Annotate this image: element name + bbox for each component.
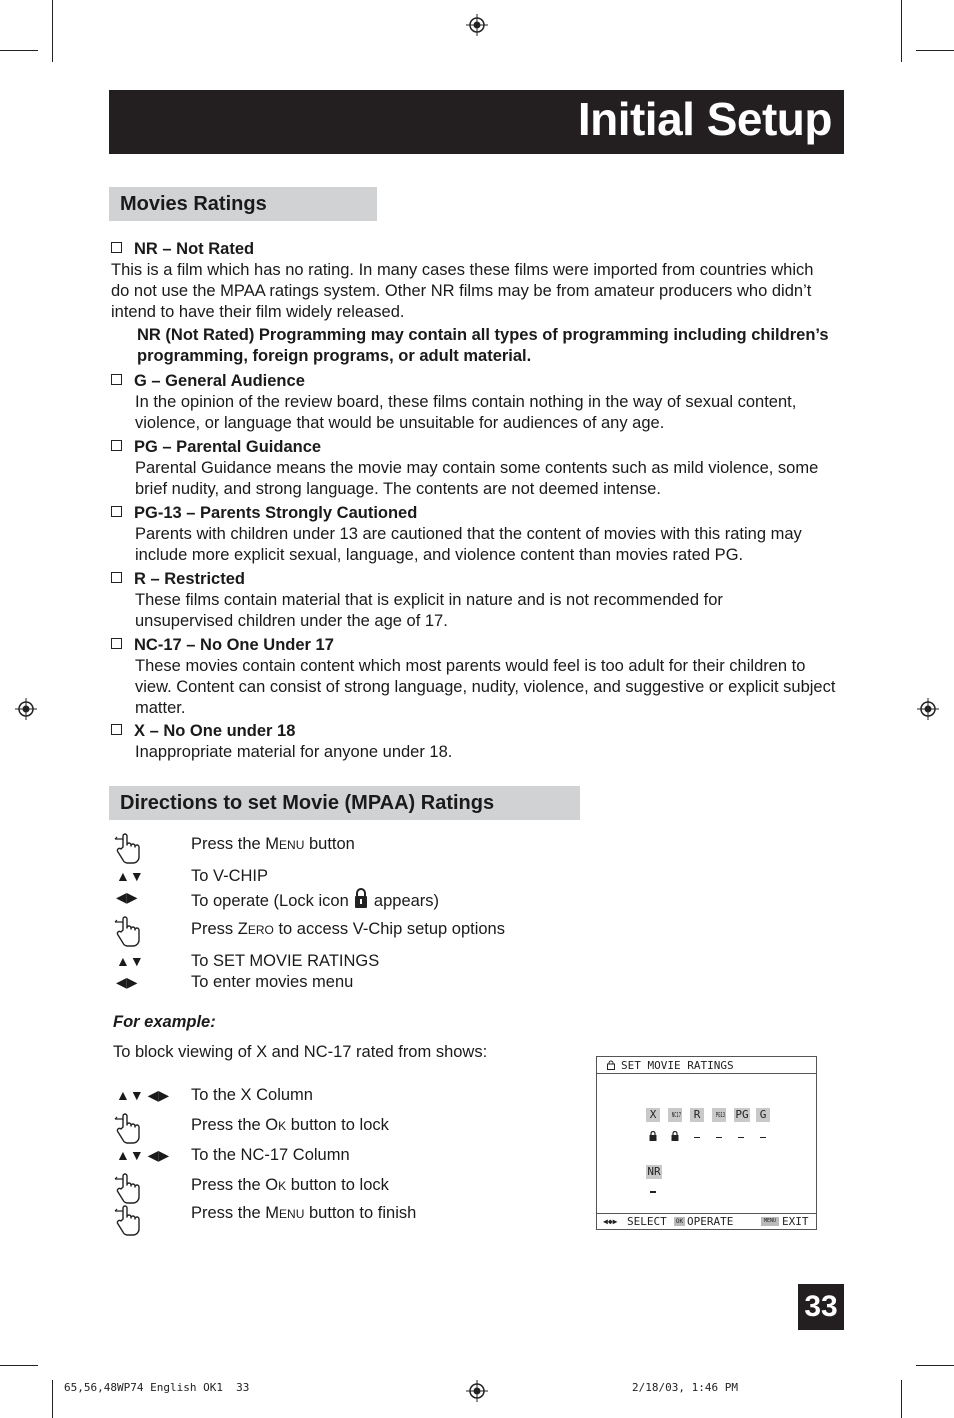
up-down-arrows-icon: ▲▼ bbox=[116, 953, 144, 969]
nr-note: NR (Not Rated) Programming may contain all types of programming including children’s programming, foreign programs, or adult material. bbox=[137, 326, 829, 365]
osd-lock-x-icon bbox=[649, 1131, 657, 1141]
osd-column-label: NC17 bbox=[671, 1111, 682, 1119]
rating-description: This is a film which has no rating. In many cases these films were imported from countries which do not use the MPAA ratings system. Other NR films may be from amateur producers who didn’t intend to have their film widely released. bbox=[111, 261, 814, 321]
rating-heading: R – Restricted bbox=[134, 570, 245, 588]
registration-mark-icon bbox=[917, 698, 939, 720]
osd-unlocked-pg13 bbox=[716, 1137, 722, 1138]
osd-title-bar bbox=[597, 1057, 816, 1074]
osd-ok-key-icon: OK bbox=[675, 1218, 684, 1225]
osd-nr-label: NR bbox=[647, 1165, 661, 1178]
key-name-ok: Ok bbox=[265, 1116, 287, 1134]
section-heading-directions: Directions to set Movie (MPAA) Ratings bbox=[109, 786, 580, 820]
registration-mark-icon bbox=[15, 698, 37, 720]
section-heading-movies-ratings: Movies Ratings bbox=[109, 187, 377, 221]
up-down-arrows-icon: ▲▼ bbox=[116, 868, 144, 884]
example-step-x-column: To the X Column bbox=[191, 1086, 313, 1104]
crop-mark bbox=[0, 1365, 38, 1366]
osd-column-nc17 bbox=[668, 1108, 682, 1122]
example-label: For example: bbox=[113, 1013, 216, 1031]
crop-mark bbox=[52, 0, 53, 62]
osd-column-g: G bbox=[756, 1108, 770, 1122]
press-button-hand-icon bbox=[113, 1111, 147, 1145]
step-text: button bbox=[304, 835, 355, 853]
step-operate bbox=[191, 887, 439, 912]
page-title-bar bbox=[109, 90, 844, 154]
osd-set-movie-ratings-screen bbox=[596, 1056, 817, 1230]
step-text: Press the bbox=[191, 1176, 266, 1194]
rating-item-pg13 bbox=[111, 503, 846, 566]
osd-menu-key-icon: MENU bbox=[761, 1217, 779, 1226]
step-to-vchip: To V-CHIP bbox=[191, 867, 269, 885]
osd-unlocked-nr bbox=[650, 1191, 656, 1193]
example-step-press-ok bbox=[191, 1175, 389, 1196]
left-right-arrows-icon: ◀▶ bbox=[116, 974, 138, 990]
step-press-zero bbox=[191, 919, 505, 940]
osd-exit-label: EXIT bbox=[782, 1215, 809, 1228]
osd-select-arrows-icon: ◀◆▶ bbox=[603, 1217, 618, 1226]
rating-item-pg bbox=[111, 437, 846, 500]
checkbox-icon bbox=[111, 242, 122, 253]
example-step-nc17-column: To the NC-17 Column bbox=[191, 1146, 350, 1164]
checkbox-icon bbox=[111, 724, 122, 735]
example-text: To block viewing of X and NC-17 rated from shows: bbox=[113, 1043, 488, 1061]
rating-description: These films contain material that is explicit in nature and is not recommended for unsupervised children under the age of 17. bbox=[135, 591, 723, 630]
press-button-hand-icon bbox=[113, 1171, 147, 1205]
key-name-menu: Menu bbox=[265, 1204, 305, 1222]
step-text: to access V-Chip setup options bbox=[273, 920, 505, 938]
lock-icon bbox=[353, 887, 369, 909]
checkbox-icon bbox=[111, 638, 122, 649]
rating-item-x bbox=[111, 721, 846, 763]
page-number: 33 bbox=[798, 1284, 844, 1330]
registration-mark-icon bbox=[466, 14, 488, 36]
rating-description: In the opinion of the review board, these films contain nothing in the way of sexual content, violence, or language that would be unsuitable for audiences of any age. bbox=[135, 393, 797, 432]
rating-heading: X – No One under 18 bbox=[134, 722, 296, 740]
checkbox-icon bbox=[111, 572, 122, 583]
osd-operate-label: OPERATE bbox=[687, 1215, 734, 1228]
checkbox-icon bbox=[111, 440, 122, 451]
step-text: Press the bbox=[191, 1116, 266, 1134]
step-text: appears) bbox=[369, 892, 440, 910]
osd-column-x: X bbox=[646, 1108, 660, 1122]
rating-description: Parental Guidance means the movie may contain some contents such as mild violence, some brief nudity, and strong language. The contents are not deemed intense. bbox=[135, 459, 819, 498]
step-text: Press the bbox=[191, 835, 266, 853]
step-text: button to finish bbox=[304, 1204, 417, 1222]
rating-heading: NR – Not Rated bbox=[134, 240, 255, 258]
step-text: button to lock bbox=[286, 1116, 389, 1134]
step-set-movie-ratings: To SET MOVIE RATINGS bbox=[191, 952, 380, 970]
crop-mark bbox=[916, 50, 954, 51]
rating-heading: PG – Parental Guidance bbox=[134, 438, 322, 456]
direction-arrows-icon: ▲▼ ◀▶ bbox=[116, 1147, 170, 1163]
osd-unlocked-g bbox=[760, 1137, 766, 1138]
rating-heading: PG-13 – Parents Strongly Cautioned bbox=[134, 504, 418, 522]
checkbox-icon bbox=[111, 374, 122, 385]
key-name-menu: Menu bbox=[265, 835, 305, 853]
rating-heading: G – General Audience bbox=[134, 372, 305, 390]
osd-column-pg: PG bbox=[735, 1108, 749, 1121]
crop-mark bbox=[916, 1365, 954, 1366]
step-text: button to lock bbox=[286, 1176, 389, 1194]
osd-unlocked-pg bbox=[738, 1137, 744, 1138]
osd-column-pg13 bbox=[712, 1108, 726, 1122]
rating-description: Inappropriate material for anyone under 18. bbox=[135, 743, 453, 761]
rating-item-nc17 bbox=[111, 635, 846, 719]
crop-mark bbox=[52, 1380, 53, 1418]
osd-column-r: R bbox=[690, 1108, 704, 1122]
step-text: Press the bbox=[191, 1204, 266, 1222]
example-step-press-ok bbox=[191, 1115, 389, 1136]
osd-title: SET MOVIE RATINGS bbox=[621, 1059, 734, 1072]
crop-mark bbox=[0, 50, 38, 51]
rating-item-r bbox=[111, 569, 846, 632]
key-name-ok: Ok bbox=[265, 1176, 287, 1194]
print-footer-left: 65,56,48WP74 English OK1 33 bbox=[64, 1381, 250, 1394]
crop-mark bbox=[901, 1380, 902, 1418]
print-footer-right: 2/18/03, 1:46 PM bbox=[632, 1381, 738, 1394]
rating-item-nr bbox=[111, 239, 846, 323]
step-enter-movies-menu: To enter movies menu bbox=[191, 973, 354, 991]
direction-arrows-icon: ▲▼ ◀▶ bbox=[116, 1087, 170, 1103]
rating-description: Parents with children under 13 are cautioned that the content of movies with this rating may include more explicit sexual, language, and violence content than movies rated PG. bbox=[135, 525, 802, 564]
registration-mark-icon bbox=[466, 1380, 488, 1402]
crop-mark bbox=[901, 0, 902, 62]
osd-column-label: PG13 bbox=[715, 1111, 726, 1119]
rating-heading: NC-17 – No One Under 17 bbox=[134, 636, 334, 654]
step-text: Press bbox=[191, 920, 238, 938]
osd-select-label: SELECT bbox=[627, 1215, 667, 1228]
press-button-hand-icon bbox=[113, 831, 147, 865]
left-right-arrows-icon: ◀▶ bbox=[116, 889, 138, 905]
osd-lock-nc17-icon bbox=[671, 1131, 679, 1141]
checkbox-icon bbox=[111, 506, 122, 517]
rating-item-g bbox=[111, 371, 846, 434]
lock-icon bbox=[607, 1060, 615, 1070]
osd-footer bbox=[597, 1213, 816, 1229]
example-step-press-menu bbox=[191, 1203, 416, 1224]
osd-unlocked-r bbox=[694, 1137, 700, 1138]
press-button-hand-icon bbox=[113, 914, 147, 948]
key-name-zero: Zero bbox=[237, 920, 274, 938]
step-press-menu bbox=[191, 834, 355, 855]
press-button-hand-icon bbox=[113, 1203, 147, 1237]
step-text: To operate (Lock icon bbox=[191, 892, 354, 910]
rating-description: These movies contain content which most parents would feel is too adult for their children to view. Content can consist of strong language, nudity, violence, and suggestive or explicit subject matter. bbox=[135, 657, 836, 717]
page-title: Initial Setup bbox=[577, 93, 832, 145]
